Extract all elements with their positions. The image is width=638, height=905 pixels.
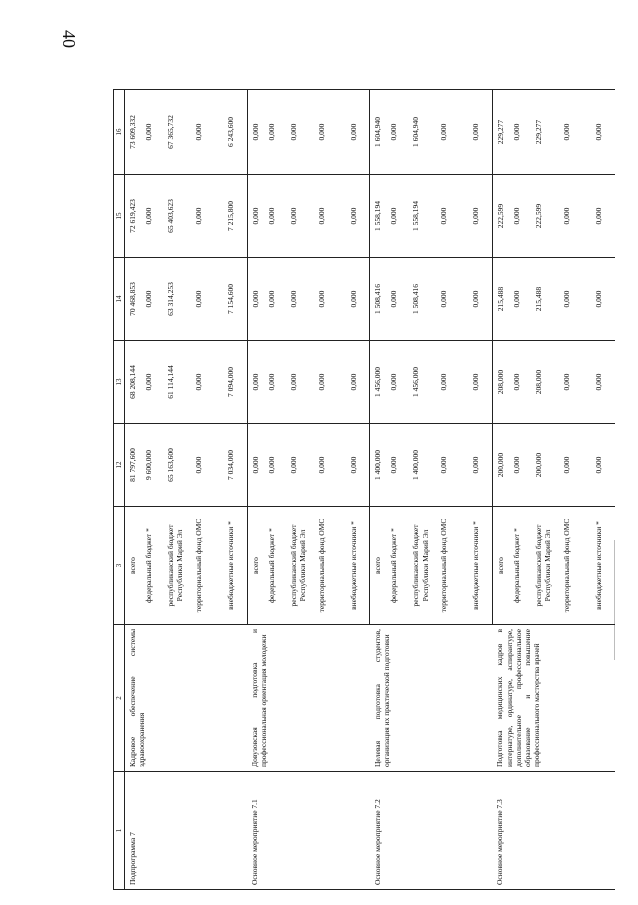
amount-cell: 81 797,600	[125, 424, 142, 507]
amount-cell: 0,000	[264, 90, 286, 175]
amount-cell: 1 604,940	[370, 90, 387, 175]
amount-cell: 0,000	[386, 175, 408, 258]
amount-cell: 0,000	[509, 341, 531, 424]
amount-cell: 61 114,144	[163, 341, 191, 424]
amount-cell: 0,000	[509, 258, 531, 341]
amount-cell: 0,000	[286, 258, 314, 341]
funding-source: внебюджетные источники *	[223, 507, 247, 625]
amount-cell: 0,000	[346, 424, 370, 507]
amount-cell: 0,000	[386, 258, 408, 341]
program-code: Основное мероприятие 7.1	[247, 772, 370, 890]
amount-cell: 0,000	[559, 341, 591, 424]
funding-source: территориальный фонд ОМС	[436, 507, 468, 625]
amount-cell: 0,000	[559, 90, 591, 175]
col-header: 1	[114, 772, 125, 890]
amount-cell: 0,000	[591, 258, 615, 341]
table-row	[247, 90, 264, 890]
amount-cell: 0,000	[386, 341, 408, 424]
funding-source: федеральный бюджет *	[386, 507, 408, 625]
amount-cell: 0,000	[386, 90, 408, 175]
funding-source: всего	[247, 507, 264, 625]
col-header: 2	[114, 625, 125, 772]
amount-cell: 0,000	[436, 341, 468, 424]
amount-cell: 0,000	[468, 90, 492, 175]
amount-cell: 0,000	[247, 341, 264, 424]
amount-cell: 0,000	[247, 258, 264, 341]
amount-cell: 1 508,416	[370, 258, 387, 341]
amount-cell: 0,000	[346, 341, 370, 424]
amount-cell: 0,000	[591, 424, 615, 507]
amount-cell: 1 508,416	[408, 258, 436, 341]
amount-cell: 0,000	[559, 424, 591, 507]
table-body	[125, 90, 616, 890]
amount-cell: 222,599	[531, 175, 559, 258]
amount-cell: 0,000	[436, 258, 468, 341]
funding-source: всего	[370, 507, 387, 625]
amount-cell: 0,000	[191, 424, 223, 507]
amount-cell: 63 314,253	[163, 258, 191, 341]
amount-cell: 0,000	[591, 341, 615, 424]
program-code: Подпрограмма 7	[125, 772, 248, 890]
amount-cell: 0,000	[264, 175, 286, 258]
table-row	[492, 90, 509, 890]
amount-cell: 0,000	[314, 90, 346, 175]
amount-cell: 0,000	[591, 90, 615, 175]
amount-cell: 0,000	[346, 90, 370, 175]
amount-cell: 6 243,600	[223, 90, 247, 175]
amount-cell: 1 400,000	[370, 424, 387, 507]
amount-cell: 0,000	[247, 424, 264, 507]
budget-table	[113, 89, 615, 890]
amount-cell: 7 154,600	[223, 258, 247, 341]
funding-source: внебюджетные источники *	[346, 507, 370, 625]
amount-cell: 0,000	[314, 341, 346, 424]
funding-source: республиканский бюджет Республики Марий Эл	[531, 507, 559, 625]
col-header: 3	[114, 507, 125, 625]
amount-cell: 0,000	[436, 90, 468, 175]
amount-cell: 65 163,600	[163, 424, 191, 507]
program-title: Кадровое обеспечение системы здравоохранения	[125, 625, 248, 772]
col-header: 15	[114, 175, 125, 258]
funding-source: республиканский бюджет Республики Марий Эл	[163, 507, 191, 625]
amount-cell: 0,000	[264, 258, 286, 341]
amount-cell: 0,000	[191, 90, 223, 175]
amount-cell: 0,000	[559, 258, 591, 341]
amount-cell: 0,000	[286, 90, 314, 175]
amount-cell: 70 468,853	[125, 258, 142, 341]
amount-cell: 229,277	[531, 90, 559, 175]
amount-cell: 208,000	[531, 341, 559, 424]
amount-cell: 1 456,000	[408, 341, 436, 424]
amount-cell: 0,000	[264, 341, 286, 424]
amount-cell: 65 403,623	[163, 175, 191, 258]
amount-cell: 200,000	[492, 424, 509, 507]
amount-cell: 0,000	[286, 175, 314, 258]
amount-cell: 0,000	[386, 424, 408, 507]
amount-cell: 229,277	[492, 90, 509, 175]
amount-cell: 67 365,732	[163, 90, 191, 175]
amount-cell: 0,000	[141, 90, 163, 175]
amount-cell: 0,000	[247, 175, 264, 258]
amount-cell: 0,000	[468, 175, 492, 258]
amount-cell: 0,000	[509, 90, 531, 175]
amount-cell: 0,000	[191, 258, 223, 341]
program-title: Целевая подготовка студентов, организация их практической подготовки	[370, 625, 493, 772]
funding-source: территориальный фонд ОМС	[314, 507, 346, 625]
amount-cell: 215,488	[531, 258, 559, 341]
funding-source: республиканский бюджет Республики Марий Эл	[408, 507, 436, 625]
amount-cell: 0,000	[141, 341, 163, 424]
amount-cell: 0,000	[264, 424, 286, 507]
col-header: 13	[114, 341, 125, 424]
amount-cell: 0,000	[436, 424, 468, 507]
amount-cell: 1 604,940	[408, 90, 436, 175]
amount-cell: 0,000	[468, 258, 492, 341]
amount-cell: 0,000	[468, 424, 492, 507]
amount-cell: 9 600,000	[141, 424, 163, 507]
funding-source: федеральный бюджет *	[509, 507, 531, 625]
amount-cell: 200,000	[531, 424, 559, 507]
amount-cell: 0,000	[346, 258, 370, 341]
amount-cell: 7 034,000	[223, 424, 247, 507]
amount-cell: 0,000	[559, 175, 591, 258]
amount-cell: 0,000	[346, 175, 370, 258]
amount-cell: 0,000	[247, 90, 264, 175]
amount-cell: 68 208,144	[125, 341, 142, 424]
amount-cell: 0,000	[286, 424, 314, 507]
amount-cell: 0,000	[141, 175, 163, 258]
table-row	[125, 90, 142, 890]
col-header: 12	[114, 424, 125, 507]
header-row	[114, 90, 125, 890]
amount-cell: 1 558,194	[408, 175, 436, 258]
amount-cell: 7 215,800	[223, 175, 247, 258]
budget-table-rotated	[113, 90, 637, 890]
amount-cell: 0,000	[286, 341, 314, 424]
amount-cell: 1 400,000	[408, 424, 436, 507]
amount-cell: 208,000	[492, 341, 509, 424]
amount-cell: 215,488	[492, 258, 509, 341]
amount-cell: 0,000	[468, 341, 492, 424]
funding-source: федеральный бюджет *	[141, 507, 163, 625]
funding-source: внебюджетные источники *	[591, 507, 615, 625]
funding-source: территориальный фонд ОМС	[559, 507, 591, 625]
program-code: Основное мероприятие 7.2	[370, 772, 493, 890]
amount-cell: 0,000	[509, 175, 531, 258]
program-code: Основное мероприятие 7.3	[492, 772, 615, 890]
amount-cell: 0,000	[436, 175, 468, 258]
col-header: 14	[114, 258, 125, 341]
amount-cell: 0,000	[141, 258, 163, 341]
amount-cell: 73 609,332	[125, 90, 142, 175]
funding-source: республиканский бюджет Республики Марий Эл	[286, 507, 314, 625]
col-header: 16	[114, 90, 125, 175]
funding-source: всего	[125, 507, 142, 625]
amount-cell: 0,000	[509, 424, 531, 507]
amount-cell: 1 558,194	[370, 175, 387, 258]
amount-cell: 72 619,423	[125, 175, 142, 258]
amount-cell: 222,599	[492, 175, 509, 258]
amount-cell: 7 094,000	[223, 341, 247, 424]
funding-source: территориальный фонд ОМС	[191, 507, 223, 625]
funding-source: внебюджетные источники *	[468, 507, 492, 625]
amount-cell: 0,000	[191, 341, 223, 424]
page-number: 40	[59, 30, 80, 48]
amount-cell: 1 456,000	[370, 341, 387, 424]
amount-cell: 0,000	[191, 175, 223, 258]
program-title: Подготовка медицинских кадров в интернатуре, ординатуре, аспирантуре, дополнительное профессиональное образование и повышение профессионального мастерства врачей	[492, 625, 615, 772]
amount-cell: 0,000	[314, 258, 346, 341]
funding-source: федеральный бюджет *	[264, 507, 286, 625]
amount-cell: 0,000	[591, 175, 615, 258]
funding-source: всего	[492, 507, 509, 625]
amount-cell: 0,000	[314, 175, 346, 258]
table-row	[370, 90, 387, 890]
program-title: Довузовская подготовка и профессиональная ориентация молодежи	[247, 625, 370, 772]
amount-cell: 0,000	[314, 424, 346, 507]
